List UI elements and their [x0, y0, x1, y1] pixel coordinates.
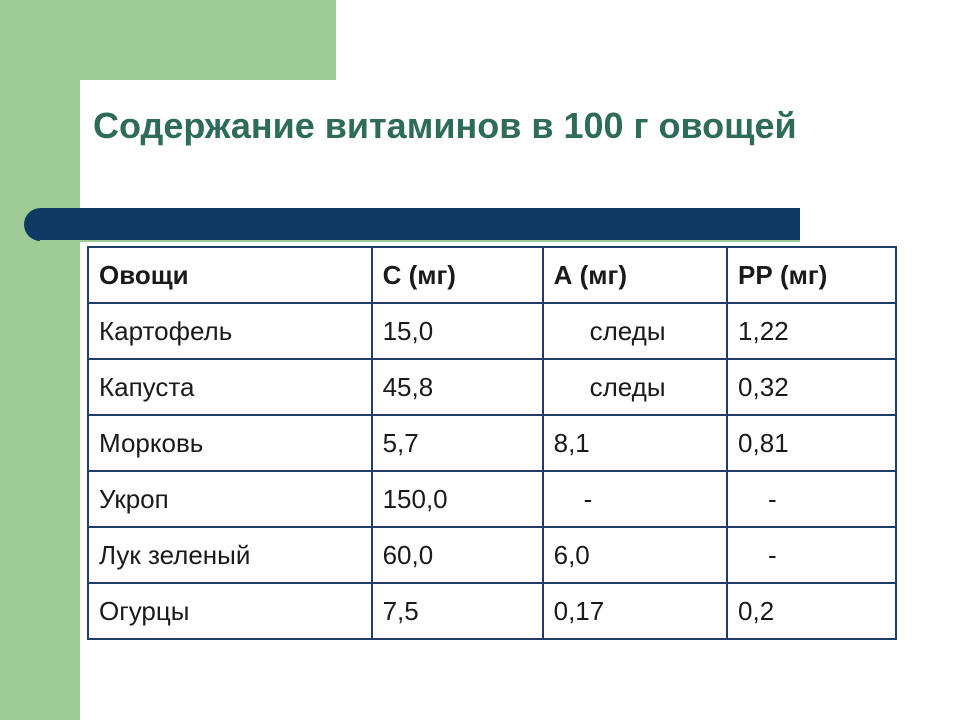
cell-vitamin-a: - [543, 471, 727, 527]
cell-vitamin-a: следы [543, 303, 727, 359]
slide-title: Содержание витаминов в 100 г овощей [93, 105, 797, 146]
cell-vitamin-pp: 0,2 [727, 583, 896, 639]
cell-vitamin-c: 7,5 [372, 583, 543, 639]
header-vitamin-c: С (мг) [372, 247, 543, 303]
table-row [88, 303, 896, 359]
cell-vegetable: Картофель [88, 303, 372, 359]
decor-green-left [0, 0, 80, 720]
cell-vitamin-c: 15,0 [372, 303, 543, 359]
cell-vitamin-pp: - [727, 471, 896, 527]
table-row [88, 527, 896, 583]
cell-vitamin-c: 150,0 [372, 471, 543, 527]
cell-vitamin-c: 45,8 [372, 359, 543, 415]
decor-title-bar [24, 208, 800, 241]
header-vitamin-a: А (мг) [543, 247, 727, 303]
cell-vitamin-pp: 1,22 [727, 303, 896, 359]
cell-vitamin-a: следы [543, 359, 727, 415]
decor-bar-underline [40, 240, 800, 242]
cell-vegetable: Укроп [88, 471, 372, 527]
cell-vegetable: Морковь [88, 415, 372, 471]
table-header-row [88, 247, 896, 303]
table-row [88, 359, 896, 415]
cell-vitamin-a: 8,1 [543, 415, 727, 471]
table-row [88, 471, 896, 527]
cell-vitamin-a: 0,17 [543, 583, 727, 639]
header-vegetable: Овощи [88, 247, 372, 303]
cell-vitamin-c: 5,7 [372, 415, 543, 471]
cell-vegetable: Огурцы [88, 583, 372, 639]
table-row [88, 415, 896, 471]
table-row [88, 583, 896, 639]
cell-vegetable: Капуста [88, 359, 372, 415]
cell-vitamin-pp: - [727, 527, 896, 583]
cell-vitamin-c: 60,0 [372, 527, 543, 583]
header-vitamin-pp: РР (мг) [727, 247, 896, 303]
cell-vegetable: Лук зеленый [88, 527, 372, 583]
cell-vitamin-pp: 0,81 [727, 415, 896, 471]
cell-vitamin-a: 6,0 [543, 527, 727, 583]
vitamin-table [87, 246, 897, 640]
cell-vitamin-pp: 0,32 [727, 359, 896, 415]
